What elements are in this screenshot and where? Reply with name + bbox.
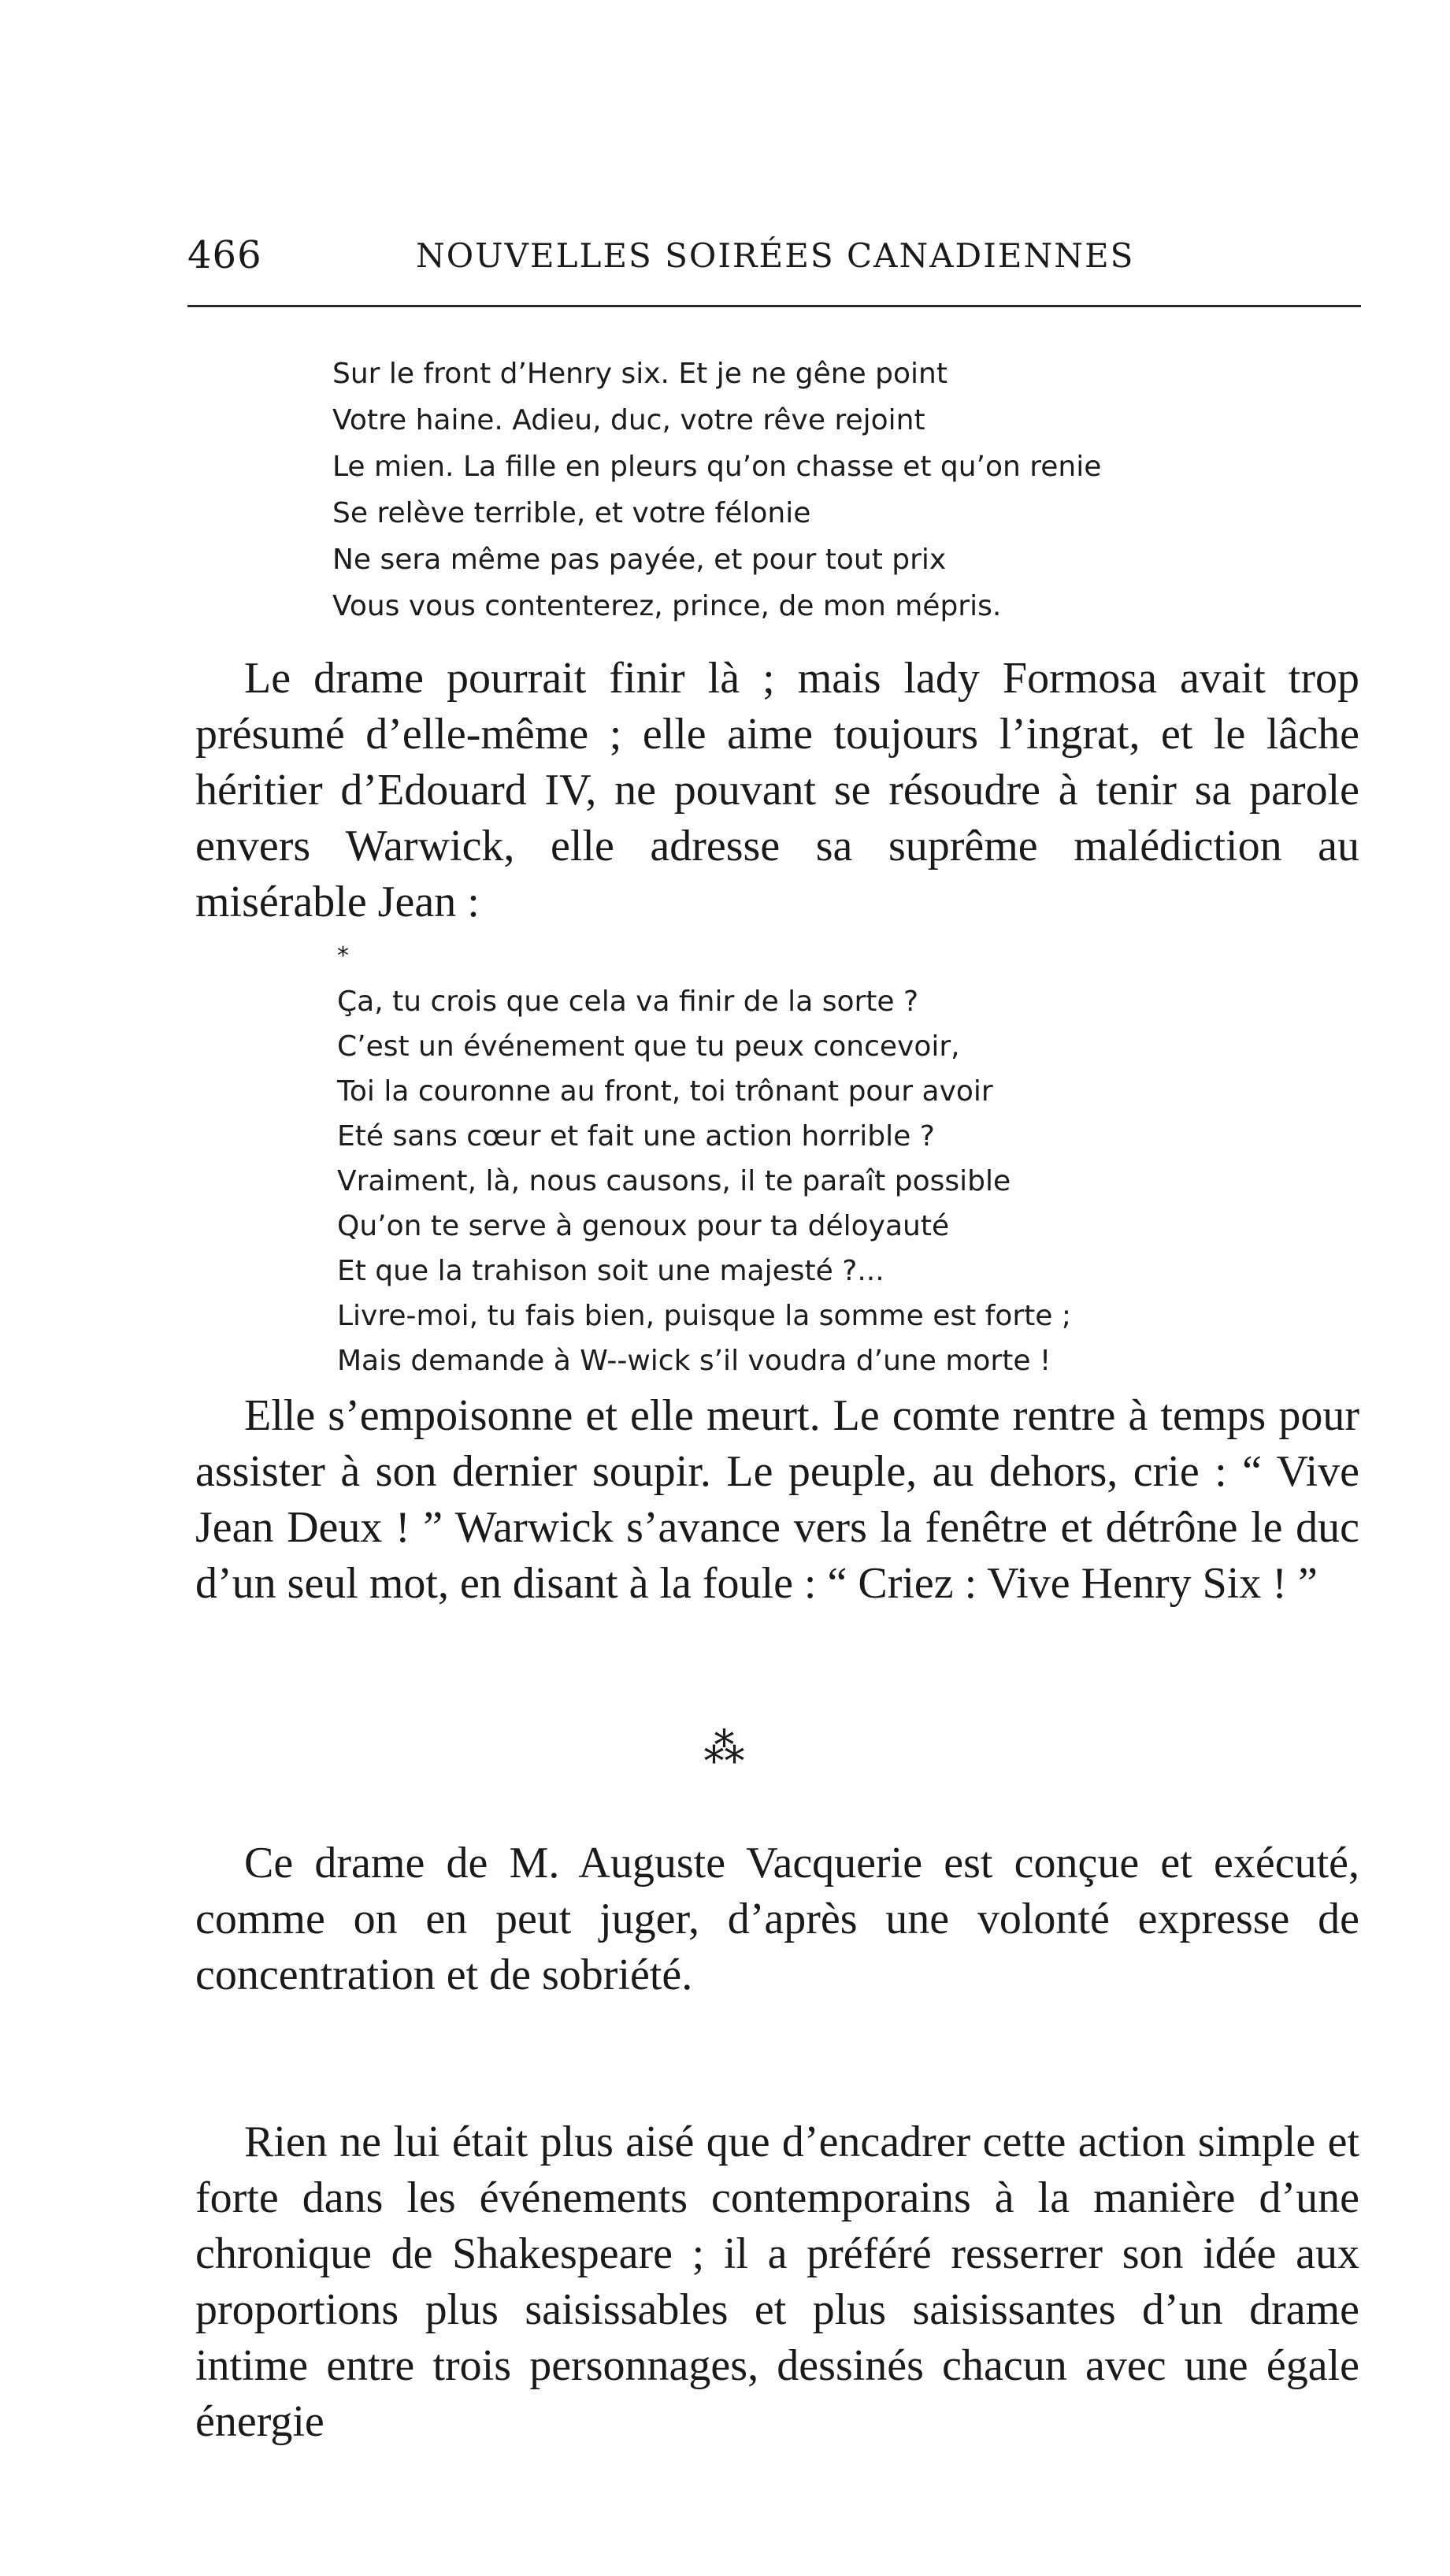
- verse-block-2: [337, 979, 1071, 1383]
- verse-line: Vous vous contenterez, prince, de mon mépris.: [332, 590, 1002, 622]
- verse-line: Toi la couronne au front, toi trônant pour avoir: [337, 1075, 993, 1108]
- running-head: [187, 225, 1369, 280]
- verse-line: Ça, tu crois que cela va finir de la sorte ?: [337, 985, 919, 1018]
- verse-mark: *: [337, 942, 349, 970]
- verse-line: Votre haine. Adieu, duc, votre rêve rejoint: [332, 404, 925, 436]
- verse-line: Eté sans cœur et fait une action horrible ?: [337, 1120, 935, 1153]
- verse-line: Mais demande à W--wick s’il voudra d’une morte !: [337, 1345, 1051, 1377]
- verse-line: Le mien. La fille en pleurs qu’on chasse et qu’on renie: [332, 451, 1102, 483]
- paragraph-2: Elle s’empoisonne et elle meurt. Le comte rentre à temps pour assister à son dernier soupir. Le peuple, au dehors, crie : “ Vive Jean Deux ! ” Warwick s’avance vers la fenêtre et détrône le duc d’un seul mot, en disant à la foule : “ Criez : Vive Henry Six ! ”: [195, 1391, 1359, 1608]
- verse-block-1: [332, 351, 1101, 629]
- verse-line: Vraiment, là, nous causons, il te paraît possible: [337, 1165, 1011, 1197]
- verse-line: Se relève terrible, et votre félonie: [332, 497, 811, 529]
- running-title: NOUVELLES SOIRÉES CANADIENNES: [416, 236, 1135, 275]
- paragraph-3: Ce drame de M. Auguste Vacquerie est conçue et exécuté, comme on en peut juger, d’après une volonté expresse de concentration et de sobriété.: [195, 1839, 1359, 1999]
- verse-line: Et que la trahison soit une majesté ?...: [337, 1255, 884, 1287]
- header-rule: [187, 305, 1361, 307]
- verse-line: Livre-moi, tu fais bien, puisque la somme est forte ;: [337, 1300, 1072, 1332]
- paragraph-1: Le drame pourrait finir là ; mais lady Formosa avait trop présumé d’elle-même ; elle aime toujours l’ingrat, et le lâche héritier d’Edouard IV, ne pouvant se résoudre à tenir sa parole envers Warwick, elle adresse sa suprême malédiction au misérable Jean :: [195, 654, 1359, 926]
- verse-line: C’est un événement que tu peux concevoir,: [337, 1030, 960, 1063]
- section-asterism: ⁂: [703, 1725, 747, 1772]
- verse-line: Qu’on te serve à genoux pour ta déloyauté: [337, 1210, 950, 1242]
- paragraph-4: Rien ne lui était plus aisé que d’encadrer cette action simple et forte dans les événements contemporains à la manière d’une chronique de Shakespeare ; il a préféré resserrer son idée aux proportions plus saisissables et plus saisissantes d’un drame intime entre trois personnages, dessinés chacun avec une égale énergie: [195, 2118, 1359, 2446]
- page-number: 466: [187, 233, 262, 277]
- verse-line: Sur le front d’Henry six. Et je ne gêne point: [332, 358, 948, 390]
- verse-line: Ne sera même pas payée, et pour tout prix: [332, 544, 947, 576]
